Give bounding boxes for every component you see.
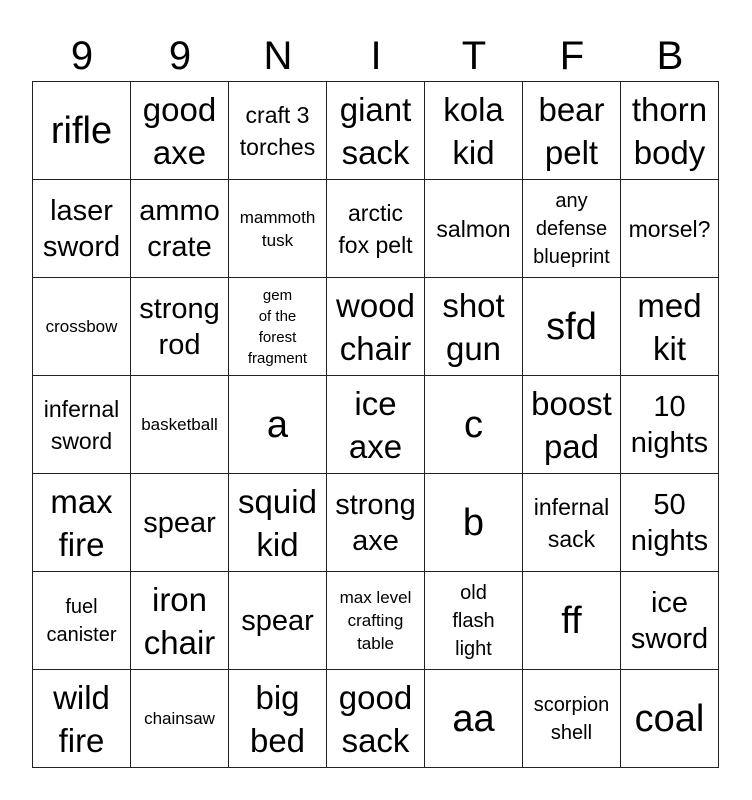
bingo-cell[interactable]: crossbow — [33, 278, 131, 376]
bingo-cell[interactable]: good sack — [327, 670, 425, 768]
bingo-cell[interactable]: giant sack — [327, 82, 425, 180]
bingo-cell[interactable]: arctic fox pelt — [327, 180, 425, 278]
bingo-cell[interactable]: mammoth tusk — [229, 180, 327, 278]
bingo-cell[interactable]: infernal sword — [33, 376, 131, 474]
bingo-cell[interactable]: ammo crate — [131, 180, 229, 278]
bingo-cell[interactable]: ff — [523, 572, 621, 670]
bingo-cell[interactable]: wild fire — [33, 670, 131, 768]
bingo-cell[interactable]: big bed — [229, 670, 327, 768]
bingo-cell[interactable]: 50 nights — [621, 474, 719, 572]
bingo-cell[interactable]: chainsaw — [131, 670, 229, 768]
bingo-board — [32, 81, 719, 768]
bingo-cell[interactable]: wood chair — [327, 278, 425, 376]
bingo-cell[interactable]: infernal sack — [523, 474, 621, 572]
bingo-cell[interactable]: aa — [425, 670, 523, 768]
bingo-cell[interactable]: gem of the forest fragment — [229, 278, 327, 376]
bingo-cell[interactable]: rifle — [33, 82, 131, 180]
bingo-cell[interactable]: strong rod — [131, 278, 229, 376]
header-letter-1: 9 — [70, 34, 94, 78]
bingo-cell[interactable]: max level crafting table — [327, 572, 425, 670]
bingo-cell[interactable]: fuel canister — [33, 572, 131, 670]
bingo-cell[interactable]: squid kid — [229, 474, 327, 572]
bingo-cell[interactable]: med kit — [621, 278, 719, 376]
bingo-cell[interactable]: spear — [131, 474, 229, 572]
bingo-cell[interactable]: ice sword — [621, 572, 719, 670]
bingo-cell[interactable]: boost pad — [523, 376, 621, 474]
bingo-cell[interactable]: b — [425, 474, 523, 572]
bingo-cell[interactable]: thorn body — [621, 82, 719, 180]
bingo-cell[interactable]: 10 nights — [621, 376, 719, 474]
bingo-cell[interactable]: coal — [621, 670, 719, 768]
bingo-cell[interactable]: old flash light — [425, 572, 523, 670]
bingo-cell[interactable]: a — [229, 376, 327, 474]
bingo-cell[interactable]: kola kid — [425, 82, 523, 180]
bingo-cell[interactable]: bear pelt — [523, 82, 621, 180]
bingo-cell[interactable]: any defense blueprint — [523, 180, 621, 278]
bingo-cell[interactable]: craft 3 torches — [229, 82, 327, 180]
header-letter-2: 9 — [168, 34, 192, 78]
bingo-cell[interactable]: shot gun — [425, 278, 523, 376]
bingo-cell[interactable]: strong axe — [327, 474, 425, 572]
bingo-header — [33, 30, 719, 82]
bingo-cell[interactable]: ice axe — [327, 376, 425, 474]
bingo-cell[interactable]: max fire — [33, 474, 131, 572]
header-letter-3: N — [263, 34, 293, 78]
header-letter-6: F — [559, 34, 585, 78]
bingo-cell[interactable]: spear — [229, 572, 327, 670]
header-letter-5: T — [461, 34, 487, 78]
bingo-cell[interactable]: good axe — [131, 82, 229, 180]
bingo-cell[interactable]: salmon — [425, 180, 523, 278]
bingo-cell[interactable]: iron chair — [131, 572, 229, 670]
bingo-cell[interactable]: c — [425, 376, 523, 474]
bingo-cell[interactable]: morsel? — [621, 180, 719, 278]
bingo-cell[interactable]: laser sword — [33, 180, 131, 278]
bingo-cell[interactable]: scorpion shell — [523, 670, 621, 768]
header-letter-7: B — [656, 34, 684, 78]
bingo-cell[interactable]: sfd — [523, 278, 621, 376]
header-letter-4: I — [370, 34, 382, 78]
bingo-cell[interactable]: basketball — [131, 376, 229, 474]
